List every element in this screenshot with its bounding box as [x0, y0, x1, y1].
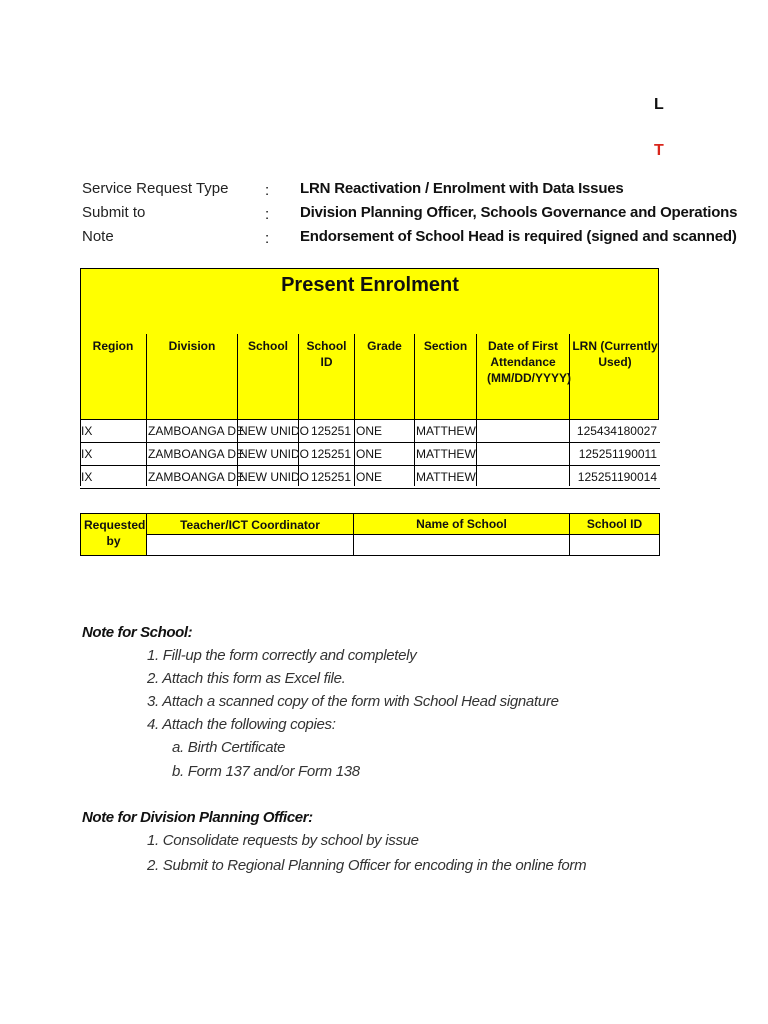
note-label: Note: [82, 228, 114, 245]
list-item: 3. Attach a scanned copy of the form with School Head signature: [147, 693, 559, 710]
submit-to-label: Submit to: [82, 204, 146, 221]
col-division: Division: [168, 339, 216, 353]
cell-lrn[interactable]: 125251190011: [578, 447, 657, 461]
school-id-field[interactable]: [569, 534, 660, 556]
note-for-division-heading: Note for Division Planning Officer:: [82, 809, 313, 826]
requested-by-table: [80, 513, 660, 556]
list-item: 2. Attach this form as Excel file.: [147, 670, 346, 687]
list-item: a. Birth Certificate: [172, 739, 286, 756]
cell-school[interactable]: NEW UNIDO: [239, 470, 309, 484]
cell-region[interactable]: IX: [81, 424, 93, 438]
teacher-ict-coordinator-header: Teacher/ICT Coordinator: [180, 518, 320, 532]
list-item: 2. Submit to Regional Planning Officer for encoding in the online form: [147, 857, 587, 874]
cell-section[interactable]: MATTHEW: [416, 447, 476, 461]
enrolment-rows: [80, 420, 660, 489]
enrolment-title: Present Enrolment: [281, 274, 459, 296]
school-id-header: School ID: [586, 517, 643, 531]
cell-school[interactable]: NEW UNIDO: [239, 424, 309, 438]
cell-region[interactable]: IX: [81, 470, 93, 484]
col-grade: Grade: [367, 339, 402, 353]
teacher-ict-coordinator-field[interactable]: [146, 534, 354, 556]
cell-grade[interactable]: ONE: [356, 470, 383, 484]
present-enrolment-table: [80, 268, 660, 486]
cell-date[interactable]: [477, 420, 569, 442]
cell-lrn[interactable]: 125434180027: [576, 424, 657, 438]
list-item: 1. Fill-up the form correctly and completely: [147, 647, 417, 664]
service-request-type-label: Service Request Type: [82, 180, 229, 197]
info-colon: :: [265, 206, 270, 223]
cell-division[interactable]: ZAMBOANGA DE: [148, 470, 245, 484]
cell-section[interactable]: MATTHEW: [416, 470, 476, 484]
cell-school[interactable]: NEW UNIDO: [239, 447, 309, 461]
table-row: [80, 420, 660, 443]
cell-date[interactable]: [477, 466, 569, 488]
note-value: Endorsement of School Head is required (signed and scanned): [300, 228, 737, 245]
cell-division[interactable]: ZAMBOANGA DE: [148, 424, 245, 438]
header-subtitle-fragment: T: [654, 142, 664, 159]
cell-school-id[interactable]: 125251: [310, 424, 351, 438]
cell-region[interactable]: IX: [81, 447, 93, 461]
cell-lrn[interactable]: 125251190014: [577, 470, 657, 484]
col-region: Region: [92, 339, 134, 353]
cell-date[interactable]: [477, 443, 569, 465]
list-item: b. Form 137 and/or Form 138: [172, 763, 360, 780]
table-row: [80, 443, 660, 466]
info-colon: :: [265, 182, 270, 199]
name-of-school-field[interactable]: [353, 534, 570, 556]
cell-section[interactable]: MATTHEW: [416, 424, 476, 438]
requested-by-label: Requested by: [84, 518, 146, 548]
col-school-id: School ID: [306, 339, 347, 369]
col-lrn: LRN (Currently Used): [572, 339, 658, 369]
cell-division[interactable]: ZAMBOANGA DE: [148, 447, 245, 461]
cell-grade[interactable]: ONE: [356, 424, 383, 438]
service-request-type-value: LRN Reactivation / Enrolment with Data Issues: [300, 180, 624, 197]
cell-school-id[interactable]: 125251: [310, 470, 351, 484]
submit-to-value: Division Planning Officer, Schools Governance and Operations: [300, 204, 738, 221]
header-title-fragment: L: [654, 96, 664, 113]
name-of-school-header: Name of School: [416, 517, 507, 531]
col-date-first-attendance: Date of First Attendance (MM/DD/YYYY): [487, 339, 571, 385]
col-school: School: [247, 339, 288, 353]
list-item: 1. Consolidate requests by school by issue: [147, 832, 419, 849]
table-row: [80, 466, 660, 489]
col-section: Section: [423, 339, 468, 353]
cell-grade[interactable]: ONE: [356, 447, 383, 461]
cell-school-id[interactable]: 125251: [310, 447, 351, 461]
note-for-school-heading: Note for School:: [82, 624, 193, 641]
list-item: 4. Attach the following copies:: [147, 716, 336, 733]
info-colon: :: [265, 230, 270, 247]
